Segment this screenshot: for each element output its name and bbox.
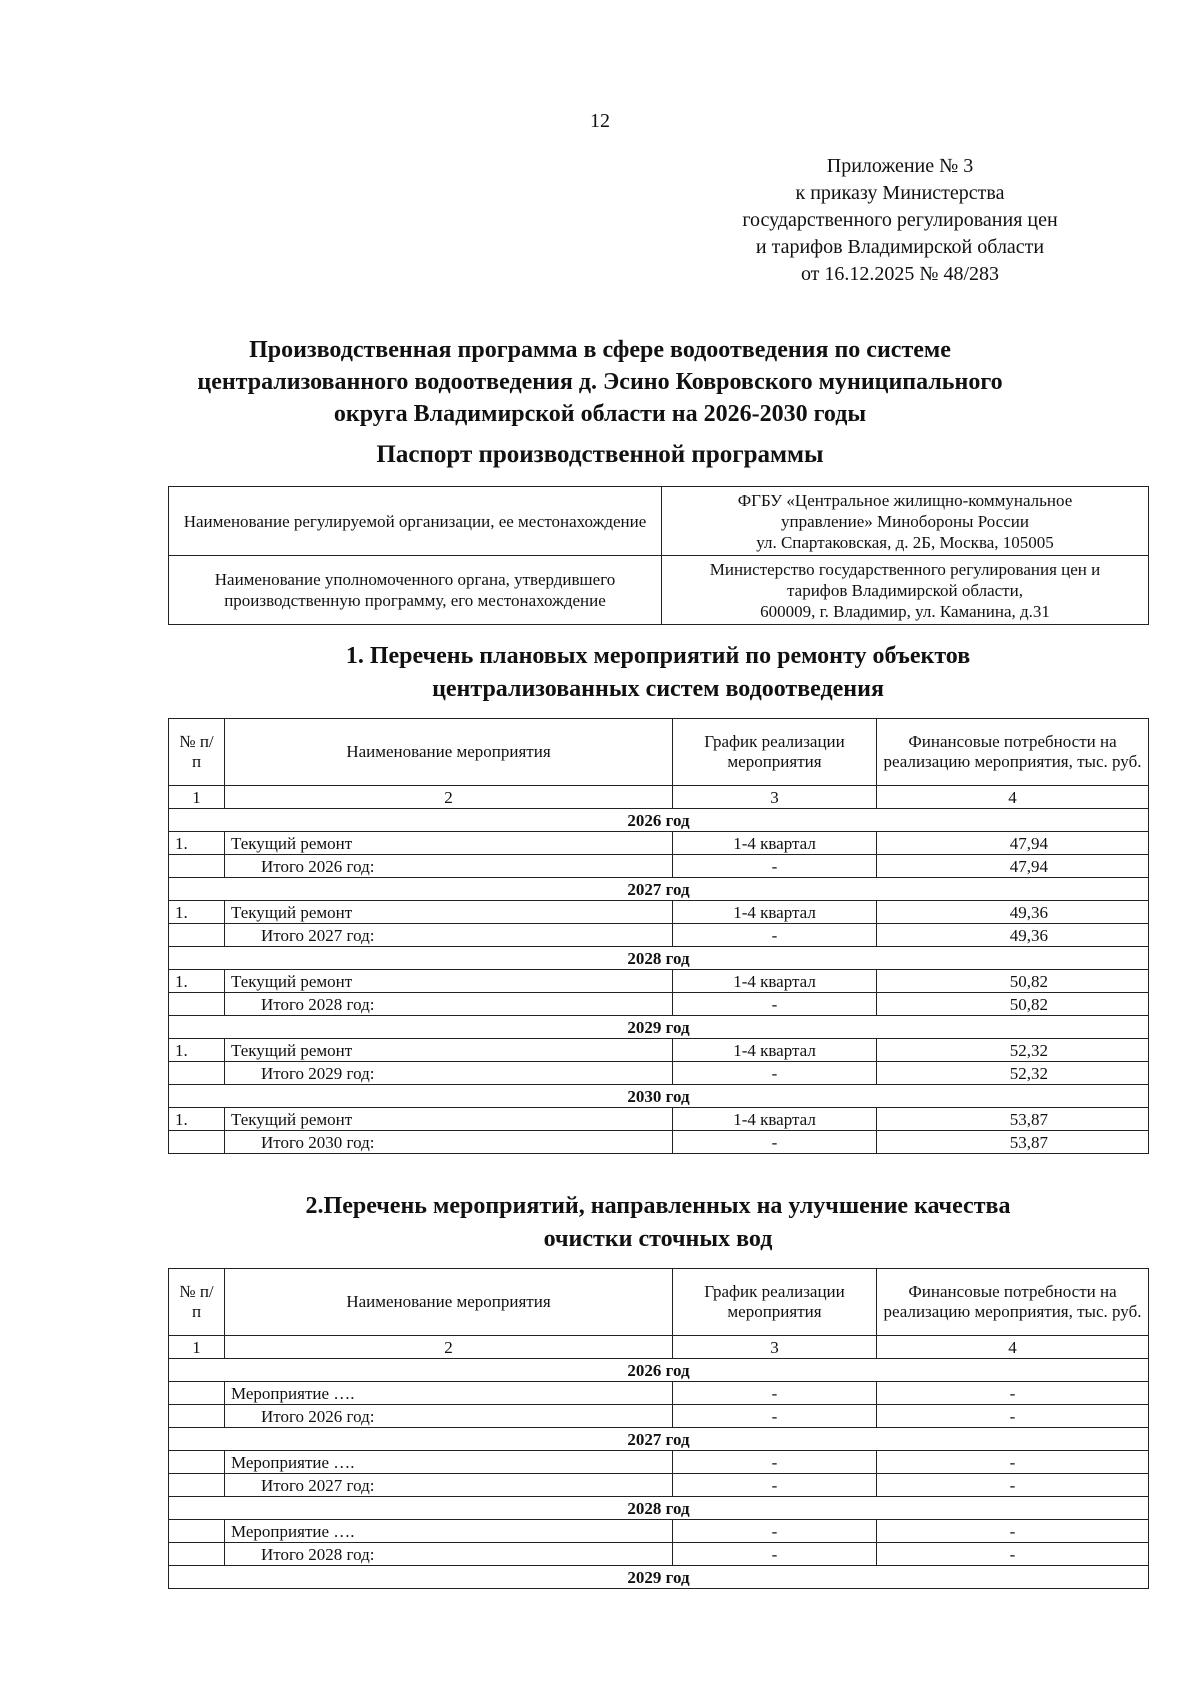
total-finance: - — [877, 1474, 1149, 1497]
year-label: 2029 год — [169, 1016, 1149, 1039]
passport-value — [662, 556, 1149, 625]
total-finance: - — [877, 1543, 1149, 1566]
year-label: 2026 год — [169, 809, 1149, 832]
document-title — [100, 334, 1100, 430]
column-number-row — [169, 786, 1149, 809]
section-title-line: 2.Перечень мероприятий, направленных на улучшение качества — [305, 1193, 1011, 1219]
table-row — [169, 1382, 1149, 1405]
passport-value-line: управление» Минобороны России — [781, 511, 1029, 531]
title-line: округа Владимирской области на 2026-2030 годы — [333, 401, 867, 427]
total-schedule: - — [673, 993, 877, 1016]
column-number: 3 — [673, 786, 877, 809]
year-label: 2030 год — [169, 1085, 1149, 1108]
measure-name: Мероприятие …. — [225, 1520, 673, 1543]
table-row — [169, 1520, 1149, 1543]
total-finance: 49,36 — [877, 924, 1149, 947]
column-number: 4 — [877, 786, 1149, 809]
table-row — [169, 970, 1149, 993]
column-number: 1 — [169, 1336, 225, 1359]
row-number — [169, 1405, 225, 1428]
appendix-line: к приказу Министерства — [795, 182, 1005, 204]
measure-schedule: - — [673, 1382, 877, 1405]
row-number — [169, 1382, 225, 1405]
total-label: Итого 2030 год: — [225, 1131, 673, 1154]
column-number-row — [169, 1336, 1149, 1359]
year-label: 2029 год — [169, 1566, 1149, 1589]
year-row — [169, 947, 1149, 970]
section1-title — [168, 640, 1148, 706]
total-label: Итого 2026 год: — [225, 855, 673, 878]
passport-value-line: ул. Спартаковская, д. 2Б, Москва, 105005 — [756, 532, 1054, 552]
year-row — [169, 1566, 1149, 1589]
total-finance: 53,87 — [877, 1131, 1149, 1154]
measure-finance: 49,36 — [877, 901, 1149, 924]
passport-value-line: ФГБУ «Центральное жилищно-коммунальное — [737, 490, 1073, 510]
header-finance: Финансовые потребности на реализацию мероприятия, тыс. руб. — [877, 719, 1149, 786]
year-row — [169, 1497, 1149, 1520]
table-row — [169, 832, 1149, 855]
measure-schedule: 1-4 квартал — [673, 1108, 877, 1131]
section-title-line: централизованных систем водоотведения — [432, 676, 884, 702]
header-num: № п/п — [169, 1269, 225, 1336]
measure-name: Текущий ремонт — [225, 832, 673, 855]
row-number — [169, 1543, 225, 1566]
column-number: 1 — [169, 786, 225, 809]
table-header-row — [169, 1269, 1149, 1336]
total-finance: - — [877, 1405, 1149, 1428]
passport-value — [662, 487, 1149, 556]
total-row — [169, 855, 1149, 878]
total-row — [169, 1543, 1149, 1566]
table-row — [169, 1451, 1149, 1474]
total-schedule: - — [673, 1543, 877, 1566]
table-header-row — [169, 719, 1149, 786]
measure-name: Текущий ремонт — [225, 1039, 673, 1062]
row-number — [169, 1520, 225, 1543]
row-number: 1. — [169, 1039, 225, 1062]
row-number: 1. — [169, 1108, 225, 1131]
header-name: Наименование мероприятия — [225, 719, 673, 786]
row-number — [169, 993, 225, 1016]
year-row — [169, 809, 1149, 832]
row-number — [169, 1474, 225, 1497]
section-title-line: 1. Перечень плановых мероприятий по ремонту объектов — [345, 643, 971, 669]
column-number: 3 — [673, 1336, 877, 1359]
measure-schedule: - — [673, 1451, 877, 1474]
total-label: Итого 2028 год: — [225, 993, 673, 1016]
column-number: 2 — [225, 786, 673, 809]
column-number: 2 — [225, 1336, 673, 1359]
measure-finance: 47,94 — [877, 832, 1149, 855]
repair-works-table — [168, 718, 1149, 1154]
appendix-line: и тарифов Владимирской области — [755, 236, 1045, 258]
appendix-note — [700, 153, 1100, 288]
measure-schedule: 1-4 квартал — [673, 970, 877, 993]
total-schedule: - — [673, 1474, 877, 1497]
passport-value-line: 600009, г. Владимир, ул. Каманина, д.31 — [760, 601, 1050, 621]
total-row — [169, 1474, 1149, 1497]
total-label: Итого 2027 год: — [225, 924, 673, 947]
row-number — [169, 924, 225, 947]
header-num: № п/п — [169, 719, 225, 786]
column-number: 4 — [877, 1336, 1149, 1359]
table-row — [169, 901, 1149, 924]
row-number: 1. — [169, 901, 225, 924]
title-line: централизованного водоотведения д. Эсино Ковровского муниципального — [197, 369, 1003, 395]
year-row — [169, 1359, 1149, 1382]
appendix-line: от 16.12.2025 № 48/283 — [800, 263, 1000, 285]
passport-value-line: Министерство государственного регулирования цен и — [709, 559, 1101, 579]
table-row — [169, 1108, 1149, 1131]
year-label: 2028 год — [169, 1497, 1149, 1520]
row-number: 1. — [169, 832, 225, 855]
total-label: Итого 2026 год: — [225, 1405, 673, 1428]
year-label: 2027 год — [169, 878, 1149, 901]
row-number — [169, 855, 225, 878]
total-schedule: - — [673, 1131, 877, 1154]
year-row — [169, 1428, 1149, 1451]
header-finance: Финансовые потребности на реализацию мероприятия, тыс. руб. — [877, 1269, 1149, 1336]
total-label: Итого 2027 год: — [225, 1474, 673, 1497]
passport-title: Паспорт производственной программы — [376, 441, 824, 468]
section-title-line: очистки сточных вод — [543, 1226, 773, 1252]
row-number — [169, 1451, 225, 1474]
year-label: 2027 год — [169, 1428, 1149, 1451]
measure-name: Текущий ремонт — [225, 901, 673, 924]
total-schedule: - — [673, 855, 877, 878]
passport-label: Наименование регулируемой организации, ее местонахождение — [169, 487, 662, 556]
header-name: Наименование мероприятия — [225, 1269, 673, 1336]
appendix-line: государственного регулирования цен — [742, 209, 1058, 231]
appendix-line: Приложение № 3 — [826, 155, 974, 177]
measure-finance: - — [877, 1451, 1149, 1474]
total-schedule: - — [673, 924, 877, 947]
header-schedule: График реализации мероприятия — [673, 719, 877, 786]
measure-finance: 53,87 — [877, 1108, 1149, 1131]
passport-table — [168, 486, 1149, 625]
header-schedule: График реализации мероприятия — [673, 1269, 877, 1336]
total-label: Итого 2029 год: — [225, 1062, 673, 1085]
year-label: 2028 год — [169, 947, 1149, 970]
row-number — [169, 1131, 225, 1154]
passport-row — [169, 556, 1149, 625]
year-row — [169, 1016, 1149, 1039]
title-line: Производственная программа в сфере водоотведения по системе — [249, 337, 951, 363]
quality-measures-table — [168, 1268, 1149, 1589]
measure-schedule: 1-4 квартал — [673, 901, 877, 924]
measure-finance: 52,32 — [877, 1039, 1149, 1062]
passport-value-line: тарифов Владимирской области, — [787, 580, 1023, 600]
total-finance: 52,32 — [877, 1062, 1149, 1085]
measure-finance: 50,82 — [877, 970, 1149, 993]
measure-name: Мероприятие …. — [225, 1382, 673, 1405]
total-schedule: - — [673, 1405, 877, 1428]
total-finance: 50,82 — [877, 993, 1149, 1016]
row-number: 1. — [169, 970, 225, 993]
total-row — [169, 1131, 1149, 1154]
passport-row — [169, 487, 1149, 556]
row-number — [169, 1062, 225, 1085]
measure-name: Текущий ремонт — [225, 1108, 673, 1131]
total-row — [169, 993, 1149, 1016]
year-label: 2026 год — [169, 1359, 1149, 1382]
total-finance: 47,94 — [877, 855, 1149, 878]
measure-schedule: 1-4 квартал — [673, 832, 877, 855]
table-row — [169, 1039, 1149, 1062]
year-row — [169, 1085, 1149, 1108]
total-row — [169, 924, 1149, 947]
total-row — [169, 1062, 1149, 1085]
total-row — [169, 1405, 1149, 1428]
total-label: Итого 2028 год: — [225, 1543, 673, 1566]
total-schedule: - — [673, 1062, 877, 1085]
measure-name: Текущий ремонт — [225, 970, 673, 993]
measure-schedule: - — [673, 1520, 877, 1543]
measure-finance: - — [877, 1520, 1149, 1543]
section2-title — [168, 1190, 1148, 1256]
measure-schedule: 1-4 квартал — [673, 1039, 877, 1062]
measure-name: Мероприятие …. — [225, 1451, 673, 1474]
passport-label: Наименование уполномоченного органа, утвердившего производственную программу, его местонахождение — [169, 556, 662, 625]
measure-finance: - — [877, 1382, 1149, 1405]
year-row — [169, 878, 1149, 901]
page-number: 12 — [590, 110, 610, 132]
